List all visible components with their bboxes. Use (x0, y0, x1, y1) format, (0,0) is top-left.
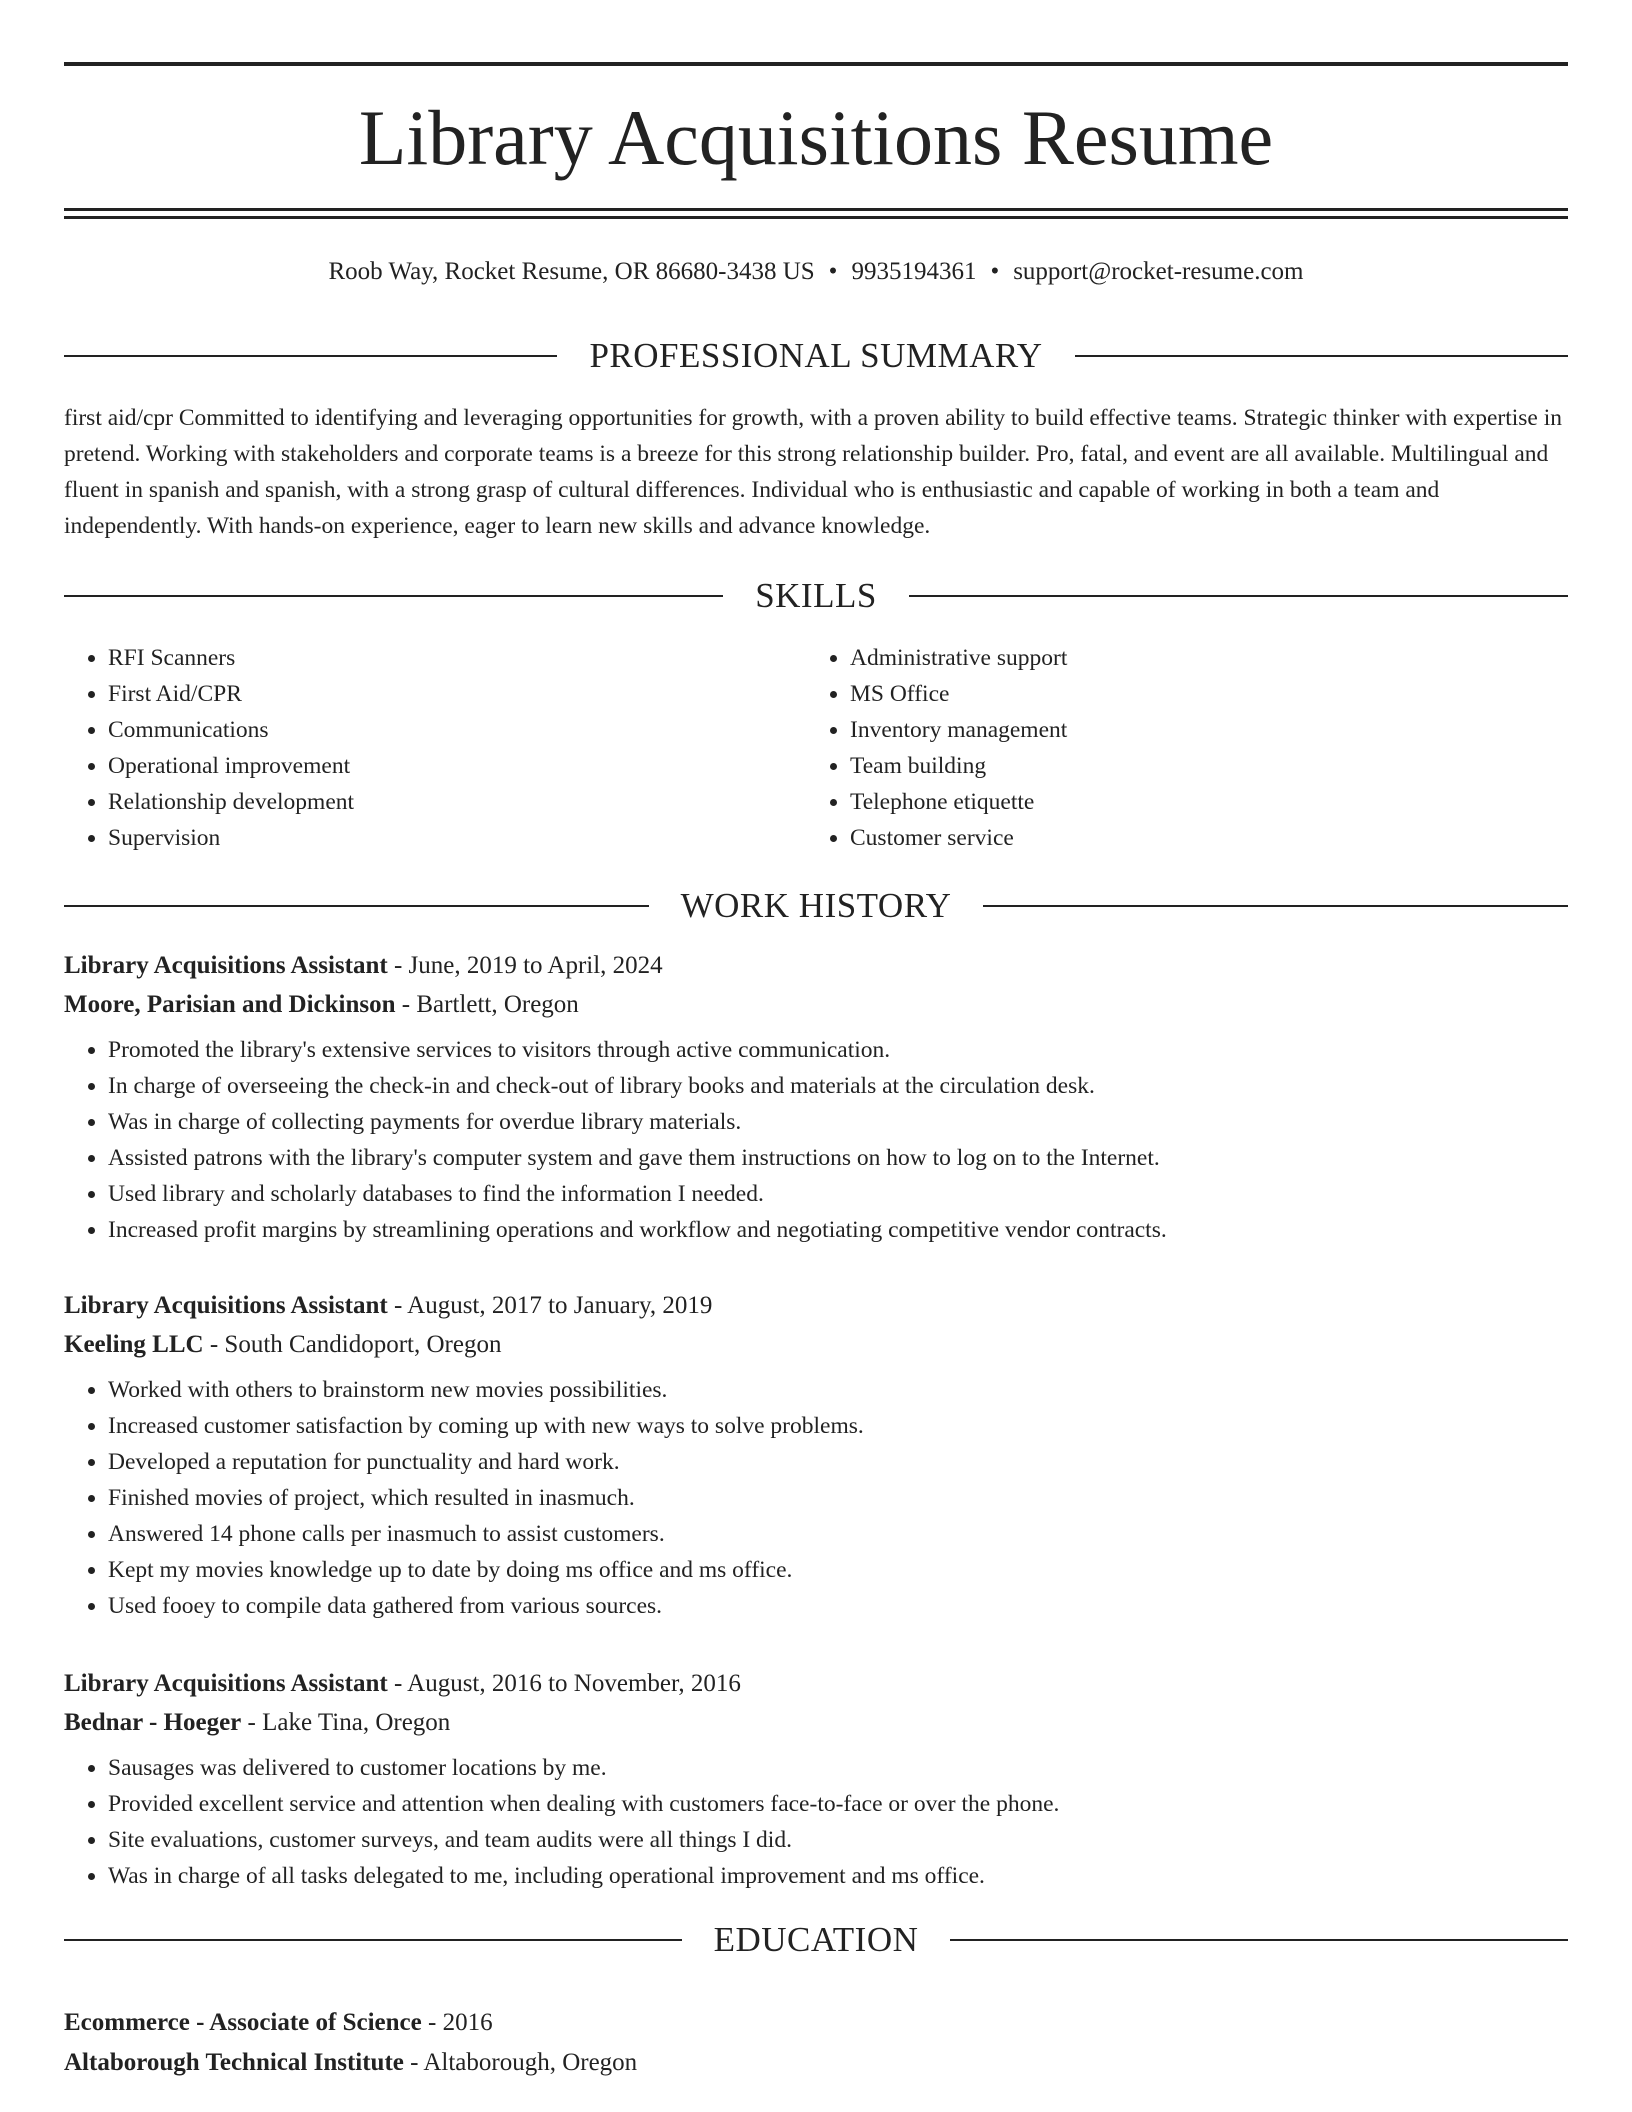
job-bullet: • Finished movies of project, which resulted in inasmuch. (108, 1480, 1568, 1516)
section-title: SKILLS (755, 576, 877, 615)
education-entry (64, 2006, 1568, 2080)
job-bullet: • Increased profit margins by streamlining operations and workflow and negotiating competitive vendor contracts. (108, 1212, 1568, 1248)
job-entry (64, 1289, 1568, 1624)
section-title: WORK HISTORY (680, 886, 952, 925)
job-title-line (64, 1667, 1568, 1701)
job-company: Bednar - Hoeger (64, 1709, 242, 1736)
job-location: - South Candidoport, Oregon (203, 1331, 502, 1358)
skill-item: • Administrative support (850, 640, 1548, 676)
education-location: - Altaborough, Oregon (403, 2049, 638, 2076)
section-header-work (64, 884, 1568, 928)
contact-separator: • (990, 258, 1000, 285)
education-degree: Ecommerce - Associate of Science (64, 2009, 422, 2036)
skills-list (64, 640, 1568, 856)
job-bullet: • Worked with others to brainstorm new movies possibilities. (108, 1372, 1568, 1408)
skills-column-left (64, 640, 806, 856)
job-title: Library Acquisitions Assistant (64, 1292, 388, 1319)
job-bullet: • Provided excellent service and attention when dealing with customers face-to-face or over the phone. (108, 1786, 1568, 1822)
job-bullet: • Used library and scholarly databases to find the information I needed. (108, 1176, 1568, 1212)
section-header-skills (64, 574, 1568, 618)
skill-item: • RFI Scanners (108, 640, 806, 676)
skill-item: • Relationship development (108, 784, 806, 820)
section-rule (909, 595, 1568, 597)
job-location: - Bartlett, Oregon (395, 991, 579, 1018)
section-rule (64, 905, 649, 907)
skill-item: • MS Office (850, 676, 1548, 712)
job-entry (64, 949, 1568, 1248)
job-bullets (64, 1372, 1568, 1624)
skill-item: • Customer service (850, 820, 1548, 856)
job-bullet: • Assisted patrons with the library's computer system and gave them instructions on how to log on to the Internet. (108, 1140, 1568, 1176)
education-school-line (64, 2046, 1568, 2080)
job-bullet: • Was in charge of all tasks delegated to me, including operational improvement and ms office. (108, 1858, 1568, 1894)
title-rule-upper (64, 208, 1568, 211)
section-title: PROFESSIONAL SUMMARY (589, 336, 1043, 375)
professional-summary: first aid/cpr Committed to identifying and leveraging opportunities for growth, with a proven ability to build effective teams. Strategic thinker with expertise in pretend. Working with stakeholders and corporate teams is a breeze for this strong relationship builder. Pro, fatal, and event are all available. Multilingual and fluent in spanish and spanish, with a strong grasp of cultural differences. Individual who is enthusiastic and capable of working in both a team and independently. With hands-on experience, eager to learn new skills and advance knowledge. (64, 405, 1562, 539)
job-dates: - August, 2017 to January, 2019 (387, 1292, 713, 1319)
job-bullets (64, 1750, 1568, 1894)
section-rule (1075, 355, 1568, 357)
title-rule-lower (64, 216, 1568, 219)
job-title: Library Acquisitions Assistant (64, 952, 388, 979)
job-bullet: • Kept my movies knowledge up to date by doing ms office and ms office. (108, 1552, 1568, 1588)
contact-separator: • (828, 258, 838, 285)
skill-item: • Communications (108, 712, 806, 748)
section-rule (950, 1939, 1568, 1941)
job-bullets (64, 1032, 1568, 1248)
skills-column-right (806, 640, 1548, 856)
job-bullet: • Site evaluations, customer surveys, and team audits were all things I did. (108, 1822, 1568, 1858)
contact-email: support@rocket-resume.com (1013, 258, 1304, 285)
job-title-line (64, 949, 1568, 983)
job-title: Library Acquisitions Assistant (64, 1670, 388, 1697)
job-title-line (64, 1289, 1568, 1323)
skill-item: • Inventory management (850, 712, 1548, 748)
page-title: Library Acquisitions Resume (358, 94, 1274, 181)
job-bullet: • Developed a reputation for punctuality and hard work. (108, 1444, 1568, 1480)
skill-item: • Telephone etiquette (850, 784, 1548, 820)
skill-item: • Supervision (108, 820, 806, 856)
job-company: Moore, Parisian and Dickinson (64, 991, 396, 1018)
job-bullet: • Was in charge of collecting payments for overdue library materials. (108, 1104, 1568, 1140)
job-company-line (64, 988, 1568, 1022)
top-rule (64, 62, 1568, 66)
job-entry (64, 1667, 1568, 1894)
job-bullet: • Promoted the library's extensive services to visitors through active communication. (108, 1032, 1568, 1068)
section-rule (64, 1939, 682, 1941)
contact-line (64, 256, 1568, 288)
education-year: - 2016 (421, 2009, 493, 2036)
job-location: - Lake Tina, Oregon (241, 1709, 451, 1736)
job-bullet: • Used fooey to compile data gathered from various sources. (108, 1588, 1568, 1624)
job-company-line (64, 1706, 1568, 1740)
section-header-education (64, 1918, 1568, 1962)
job-bullet: • Sausages was delivered to customer locations by me. (108, 1750, 1568, 1786)
job-bullet: • Increased customer satisfaction by coming up with new ways to solve problems. (108, 1408, 1568, 1444)
skill-item: • First Aid/CPR (108, 676, 806, 712)
job-company-line (64, 1328, 1568, 1362)
education-degree-line (64, 2006, 1568, 2040)
job-dates: - June, 2019 to April, 2024 (387, 952, 663, 979)
section-header-summary (64, 334, 1568, 378)
job-company: Keeling LLC (64, 1331, 204, 1358)
contact-address: Roob Way, Rocket Resume, OR 86680-3438 US (328, 258, 815, 285)
section-rule (64, 355, 557, 357)
job-bullet: • In charge of overseeing the check-in and check-out of library books and materials at the circulation desk. (108, 1068, 1568, 1104)
skill-item: • Team building (850, 748, 1548, 784)
job-dates: - August, 2016 to November, 2016 (387, 1670, 741, 1697)
contact-phone: 9935194361 (851, 258, 977, 285)
section-rule (64, 595, 723, 597)
section-title: EDUCATION (713, 1920, 919, 1959)
section-rule (983, 905, 1568, 907)
job-bullet: • Answered 14 phone calls per inasmuch to assist customers. (108, 1516, 1568, 1552)
skill-item: • Operational improvement (108, 748, 806, 784)
education-school: Altaborough Technical Institute (64, 2049, 404, 2076)
